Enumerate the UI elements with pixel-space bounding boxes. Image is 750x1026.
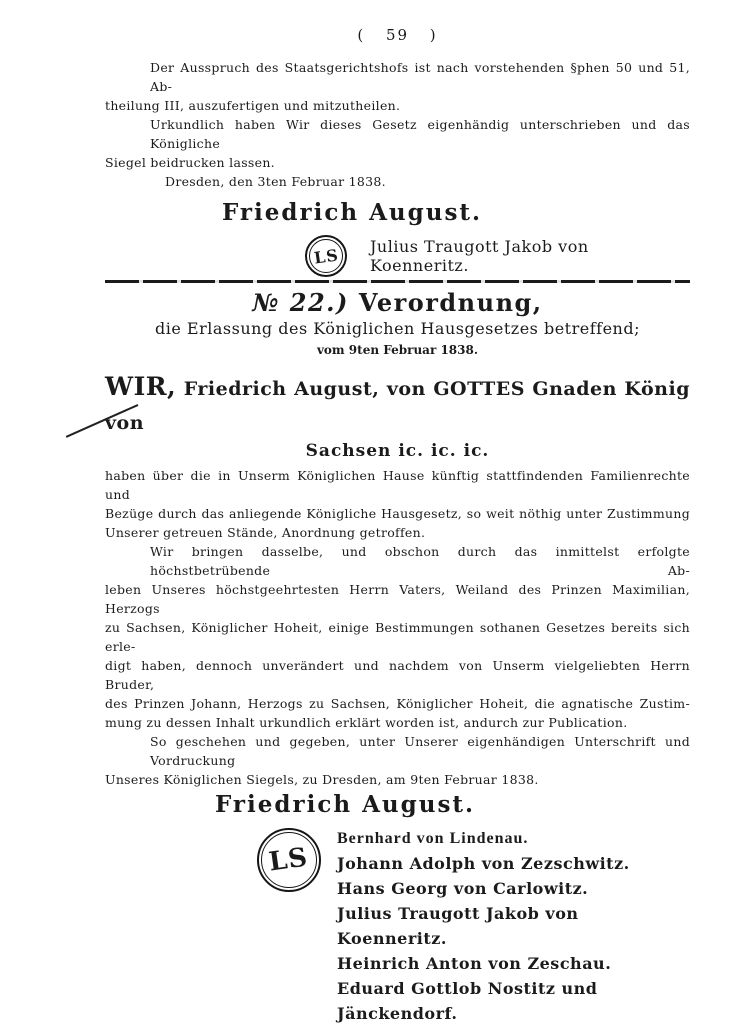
salutation-line-2: Sachsen ic. ic. ic. [305,441,490,461]
prev-act-paragraph-2 [105,115,690,191]
salutation-wir: WIR, [105,372,177,401]
page-content [105,0,690,1026]
text-line: Unserer getreuen Stände, Anordnung getroffen. [105,525,426,540]
text-line: digt haben, dennoch unverändert und nachdem von Unserm vielgeliebten Herrn Bruder, [105,658,690,692]
signatory-name: Julius Traugott Jakob von Koenneritz. [337,904,579,948]
signatory-name: Bernhard von Lindenau. [337,830,529,847]
prev-act-paragraph-1 [105,58,690,115]
ministers-signing-block [105,826,690,1026]
signatory-list [337,826,690,1026]
countersignature: Julius Traugott Jakob von Koenneritz. [370,237,589,275]
page-number: ( 59 ) [357,26,438,44]
text-line: Bezüge durch das anliegende Königliche Hausgesetz, so weit nöthig unter Zustimmung [105,506,690,521]
text-line: des Prinzen Johann, Herzogs zu Sachsen, Königlicher Hoheit, die agnatische Zustim- [105,696,690,711]
royal-salutation-line [105,370,690,440]
ordinance-title: Verordnung, [358,288,543,317]
dateline: Dresden, den 3ten Februar 1838. [165,174,386,189]
seal-letters: LS [267,842,311,878]
text-line: haben über die in Unserm Königlichen Hause künftig stattfindenden Familienrechte und [105,468,690,502]
salutation-rest: von GOTTES Gnaden König von [105,378,690,434]
text-line: Unseres Königlichen Siegels, zu Dresden, am 9ten Februar 1838. [105,772,539,787]
ordinance-date: vom 9ten Februar 1838. [316,343,479,357]
text-line: Urkundlich haben Wir dieses Gesetz eigenhändig unterschrieben und das Königliche [150,117,690,151]
ls-seal-icon-large [257,828,321,892]
seal-letters: LS [312,244,340,268]
text-line: Wir bringen dasselbe, und obschon durch das inmittelst erfolgte höchstbetrübende Ab- [150,544,690,578]
ordinance-paragraph-2 [105,542,690,732]
text-line: So geschehen und gegeben, unter Unserer eigenhändigen Unterschrift und Vordruckung [150,734,690,768]
ordinance-subtitle: die Erlassung des Königlichen Hausgesetzes betreffend; [155,319,640,338]
royal-signature-friedrich-august-2: Friedrich August. [215,791,476,818]
signatory-name: Heinrich Anton von Zeschau. [337,954,612,973]
text-line: zu Sachsen, Königlicher Hoheit, einige Bestimmungen sothanen Gesetzes bereits sich erle- [105,620,690,654]
countersignature-row [305,235,690,277]
text-line: theilung III, auszufertigen und mitzutheilen. [105,98,401,113]
ordinance-heading [105,288,690,318]
separator-rule [105,280,690,283]
signatory-name: Eduard Gottlob Nostitz und Jänckendorf. [337,979,598,1023]
ordinance-number: № 22.) [252,288,349,317]
text-line: Der Ausspruch des Staatsgerichtshofs ist nach vorstehenden §phen 50 und 51, Ab- [150,60,690,94]
text-line: mung zu dessen Inhalt urkundlich erklärt worden ist, andurch zur Publication. [105,715,628,730]
signatory-name: Hans Georg von Carlowitz. [337,879,589,898]
text-line: leben Unseres höchstgeehrtesten Herrn Vaters, Weiland des Prinzen Maximilian, Herzogs [105,582,690,616]
ordinance-paragraph-1 [105,466,690,542]
ordinance-paragraph-3 [105,732,690,789]
royal-signature-friedrich-august: Friedrich August. [222,199,483,226]
salutation-name: Friedrich August, [183,378,380,400]
signatory-name: Johann Adolph von Zezschwitz. [337,854,630,873]
text-line: Siegel beidrucken lassen. [105,155,275,170]
ls-seal-icon [305,235,347,277]
